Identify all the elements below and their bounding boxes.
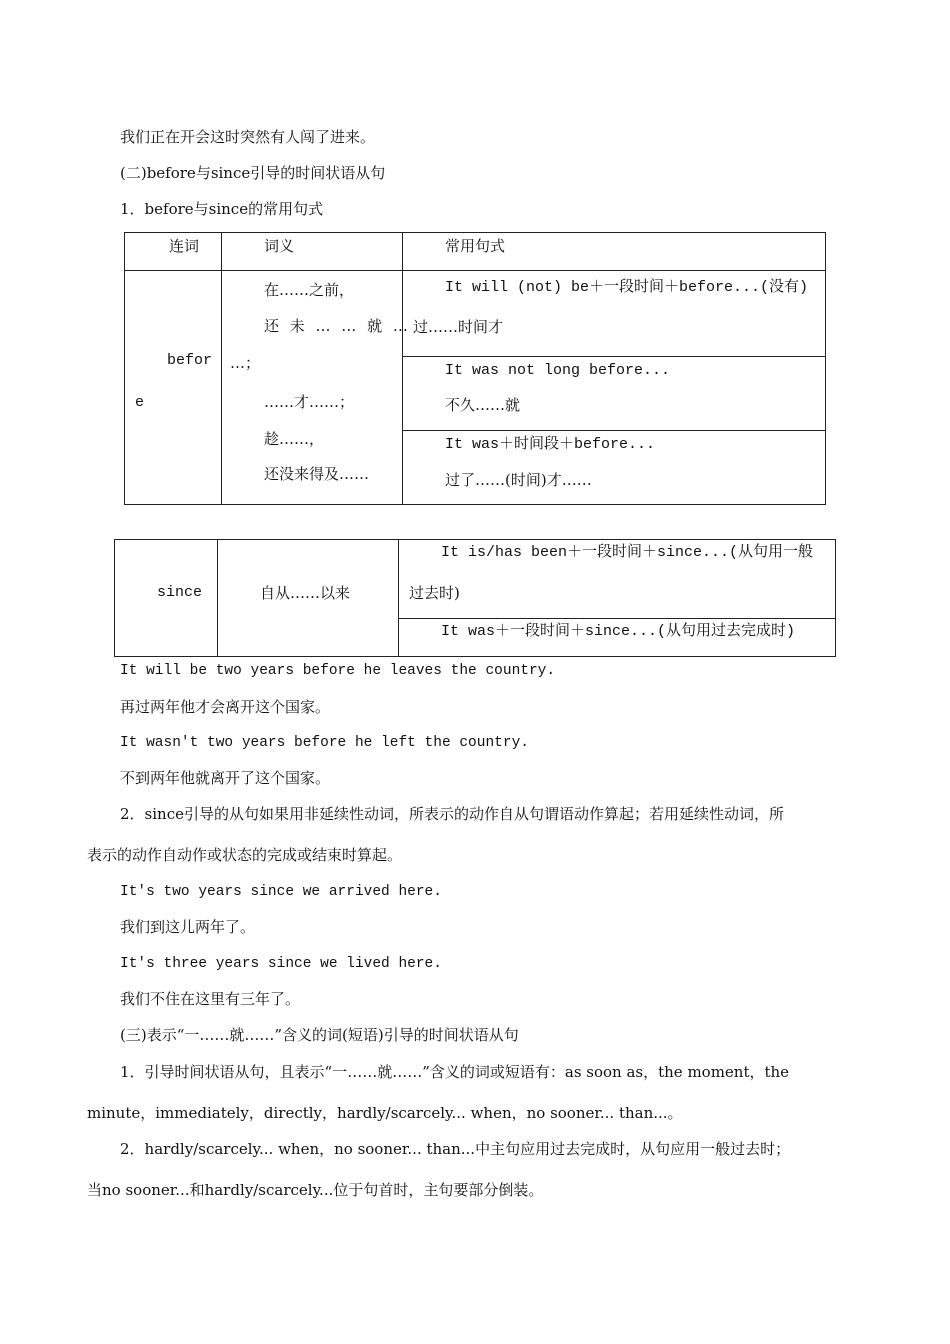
conj-before-part1: befor [167,352,213,369]
pattern-line: It was not long before... [445,362,671,379]
example-zh: 我们不住在这里有三年了。 [120,990,301,1008]
header-meaning: 词义 [264,237,295,255]
pattern-cell [403,357,826,431]
pattern-line: 不久……就 [445,396,521,414]
header-cell-conj [125,233,222,271]
pattern-line: It was＋时间段＋before... [445,436,656,453]
pattern-cell [403,431,826,505]
pattern-line: 过……时间才 [413,318,504,336]
before-table [124,232,826,505]
meaning-line: …； [230,354,261,372]
conj-before-part2: e [135,394,145,411]
since-point-line1: 2．since引导的从句如果用非延续性动词，所表示的动作自从句谓语动作算起；若用延续性动词，所 [120,805,784,823]
example-en: It's three years since we lived here. [120,956,442,972]
example-zh: 不到两年他就离开了这个国家。 [120,769,331,787]
header-cell-meaning [222,233,403,271]
meaning-line: 趁……， [264,430,325,448]
example-en: It will be two years before he leaves the country. [120,663,556,679]
pattern-line: It will (not) be＋一段时间＋before...(没有) [445,279,809,296]
pattern-cell [403,271,826,357]
pattern-cell [399,619,836,657]
section3-heading: (三)表示“一……就……”含义的词(短语)引导的时间状语从句 [120,1026,519,1044]
pattern-cell [399,540,836,619]
section3-point2-line1: 2．hardly/scarcely... when，no sooner... than...中主句应用过去完成时，从句应用一般过去时； [120,1140,791,1158]
pattern-line: 过了……(时间)才…… [445,471,592,489]
conj-cell-since [115,540,218,657]
section2-heading: (二)before与since引导的时间状语从句 [120,164,386,182]
example-en: It wasn't two years before he left the country. [120,735,529,751]
meaning-cell-since [218,540,399,657]
meaning-line: 还没来得及…… [264,465,370,483]
intro-line: 我们正在开会这时突然有人闯了进来。 [120,128,376,146]
section3-point1-line1: 1．引导时间状语从句，且表示“一……就……”含义的词或短语有：as soon as，the moment，the [120,1063,790,1081]
section3-point1-line2: minute，immediately，directly，hardly/scarcely... when，no sooner... than...。 [87,1104,683,1122]
example-en: It's two years since we arrived here. [120,884,442,900]
meaning-cell-before [222,271,411,505]
pattern-line: It was＋一段时间＋since...(从句用过去完成时) [441,623,796,640]
header-conj: 连词 [169,237,200,255]
conj-cell-before [125,271,222,505]
since-point-line2: 表示的动作自动作或状态的完成或结束时算起。 [87,846,403,864]
pattern-line: It is/has been＋一段时间＋since...(从句用一般 [441,544,814,561]
example-zh: 再过两年他才会离开这个国家。 [120,698,331,716]
section3-point2-line2: 当no sooner...和hardly/scarcely...位于句首时，主句要部分倒装。 [87,1181,544,1199]
meaning-line: ……才……； [264,393,355,411]
since-table [114,539,836,657]
meaning-since: 自从……以来 [260,584,351,602]
header-cell-pattern [403,233,826,271]
header-pattern: 常用句式 [445,237,506,255]
meaning-line: 在……之前， [264,281,355,299]
pattern-line: 过去时) [409,584,460,602]
subsection1-heading: 1．before与since的常用句式 [120,200,324,218]
example-zh: 我们到这儿两年了。 [120,918,256,936]
meaning-line: 还 未 … … 就 … [264,317,411,335]
conj-since: since [157,584,203,601]
